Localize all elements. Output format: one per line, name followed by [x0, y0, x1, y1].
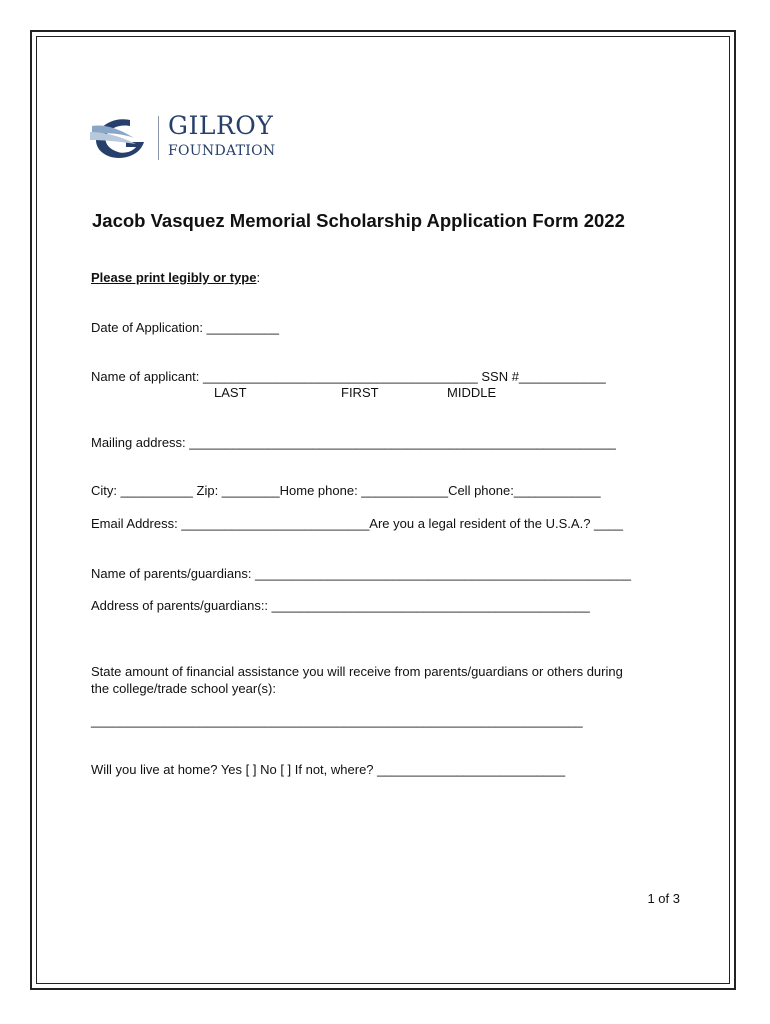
date-of-application-field[interactable]: Date of Application: __________ [91, 320, 279, 335]
applicant-name-field[interactable]: Name of applicant: ______________________________________ SSN #____________ [91, 369, 606, 384]
name-sub-first: FIRST [341, 385, 379, 400]
page-number: 1 of 3 [647, 891, 680, 906]
mailing-address-field[interactable]: Mailing address: ___________________________________________________________ [91, 435, 616, 450]
live-at-home-field[interactable]: Will you live at home? Yes [ ] No [ ] If not, where? __________________________ [91, 762, 566, 777]
instruction-text [91, 270, 260, 286]
city-zip-phone-field[interactable]: City: __________ Zip: ________Home phone: ____________Cell phone:____________ [91, 483, 601, 498]
instruction-emphasis: Please print legibly or type [91, 270, 257, 285]
logo-name: GILROY [168, 111, 274, 140]
financial-question-line1: State amount of financial assistance you will receive from parents/guardians or others during [91, 664, 623, 679]
name-sub-middle: MIDDLE [447, 385, 497, 400]
page-border-inner [36, 36, 730, 984]
instruction-colon: : [256, 270, 261, 285]
form-title: Jacob Vasquez Memorial Scholarship Application Form 2022 [92, 210, 625, 231]
financial-answer-field[interactable]: ____________________________________________________________________ [91, 713, 583, 728]
parents-name-field[interactable]: Name of parents/guardians: ____________________________________________________ [91, 566, 631, 581]
email-resident-field[interactable]: Email Address: __________________________Are you a legal resident of the U.S.A.? ____ [91, 516, 623, 531]
logo-subname: FOUNDATION [168, 143, 276, 159]
parents-address-field[interactable]: Address of parents/guardians:: ____________________________________________ [91, 598, 590, 613]
financial-question-line2: the college/trade school year(s): [91, 681, 276, 696]
logo-divider [158, 116, 159, 160]
name-sub-last: LAST [214, 385, 247, 400]
gilroy-swoosh-icon [90, 112, 154, 164]
